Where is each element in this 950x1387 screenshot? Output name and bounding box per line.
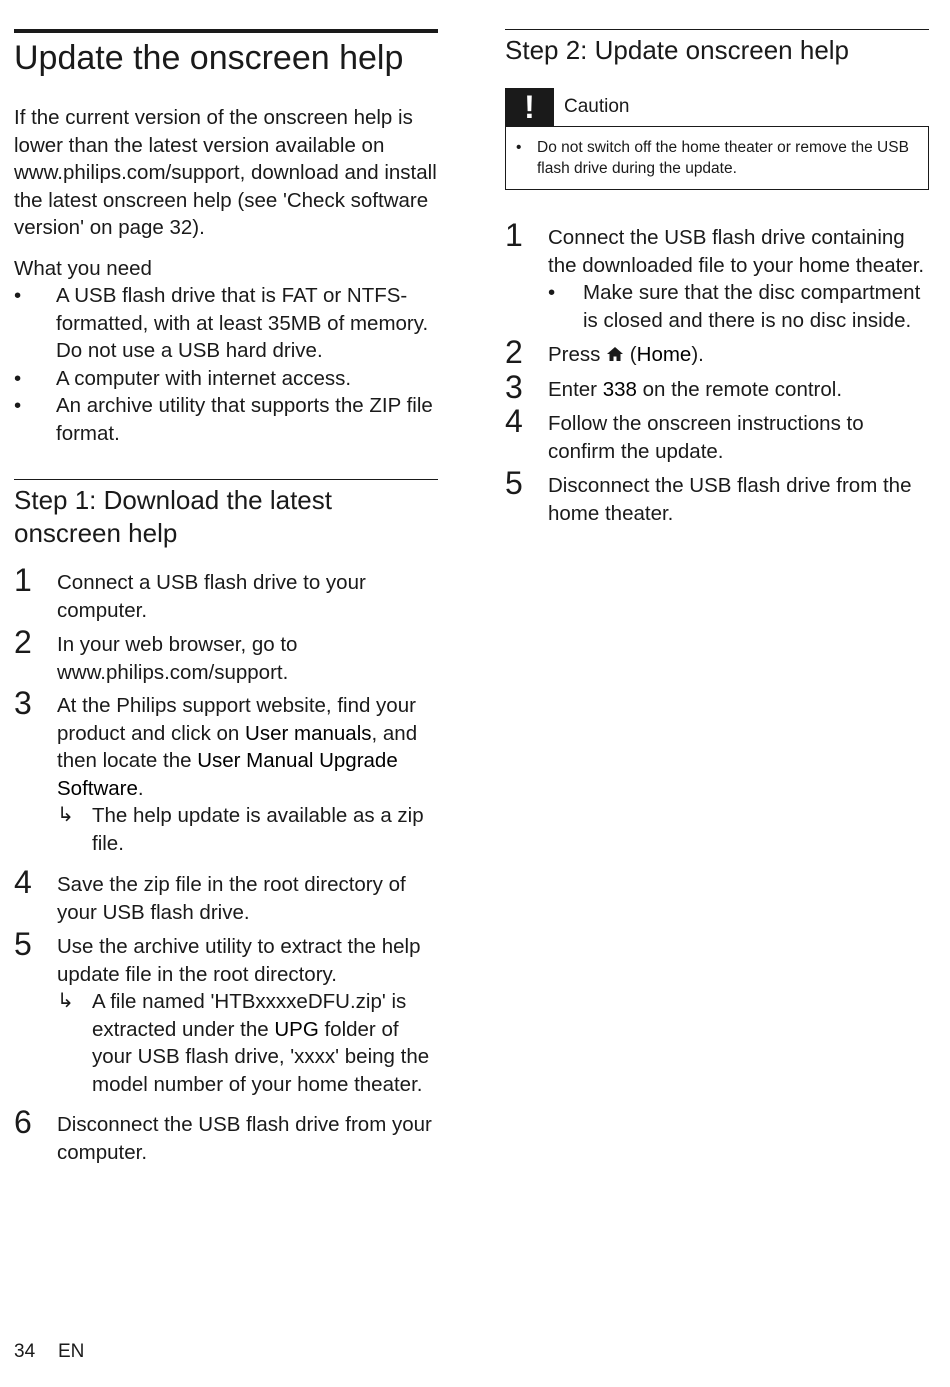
step2-item-5 [505, 465, 929, 527]
step-text [548, 341, 929, 370]
bullet-icon: • [516, 139, 522, 156]
step-number: 5 [505, 465, 523, 501]
step-number: 1 [14, 562, 32, 598]
step-text: Disconnect the USB flash drive from the home theater. [548, 474, 912, 525]
step1-item-5 [14, 926, 438, 1098]
list-item-text: A computer with internet access. [56, 366, 352, 390]
bullet-icon: • [14, 394, 22, 417]
step-text: Save the zip file in the root directory of your USB flash drive. [57, 873, 406, 924]
step-text [57, 692, 438, 802]
result-text: folder of your USB flash drive, 'xxxx' being the model number of your home theater. [92, 1017, 430, 1096]
subitem-text: Make sure that the disc compartment is closed and there is no disc inside. [583, 281, 921, 332]
step-number: 6 [14, 1104, 32, 1140]
step2-item-3 [505, 369, 929, 405]
list-item [14, 282, 438, 365]
page-footer [14, 1340, 84, 1364]
step-text-part: . [137, 776, 144, 800]
page-number: 34 [14, 1341, 36, 1362]
list-item-text: A USB flash drive that is FAT or NTFS-formatted, with at least 35MB of memory. Do not use a USB hard drive. [56, 284, 429, 362]
what-you-need-heading: What you need [14, 257, 152, 280]
step-number: 4 [505, 403, 523, 439]
caution-body [505, 126, 929, 190]
step-text-part: Press [548, 343, 607, 366]
intro-paragraph: If the current version of the onscreen help is lower than the latest version available on www.philips.com/support, download and install the latest onscreen help (see 'Check software version' on page 32). [14, 106, 437, 239]
result-text: A file named 'HTBxxxxeDFU.zip' is extracted under the [92, 990, 407, 1041]
step2-title: Step 2: Update onscreen help [505, 35, 850, 65]
step-text: Use the archive utility to extract the help update file in the root directory. [57, 935, 421, 986]
bullet-icon: • [14, 366, 22, 390]
step-number: 1 [505, 217, 523, 253]
step2-item-4 [505, 403, 929, 465]
ui-term-upgrade-software: User Manual Upgrade Software [57, 749, 398, 800]
step-text: In your web browser, go to www.philips.com/support. [57, 633, 298, 684]
step2-item-1 [505, 217, 929, 334]
step1-item-3 [14, 685, 438, 857]
result-arrow-icon: ↳ [57, 990, 74, 1012]
step-text-part: At the Philips support website, find your product and click on [57, 694, 416, 745]
step-subitem [548, 279, 929, 334]
exclamation-icon: ! [505, 88, 554, 126]
step-text-part: ). [691, 343, 704, 366]
step1-rule [14, 479, 438, 480]
step-number: 4 [14, 864, 32, 900]
step-number: 2 [505, 334, 523, 370]
language-code: EN [58, 1341, 85, 1362]
title-rule [14, 29, 438, 33]
home-icon [606, 342, 624, 370]
step2-item-2 [505, 334, 929, 370]
step-number: 5 [14, 926, 32, 962]
caution-header [505, 88, 929, 126]
step-number: 2 [14, 624, 32, 660]
caution-item [516, 137, 927, 179]
list-item [14, 392, 438, 447]
step-number: 3 [505, 369, 523, 405]
step-text: Follow the onscreen instructions to confirm the update. [548, 412, 864, 463]
page-title: Update the onscreen help [14, 39, 404, 77]
list-item [14, 365, 438, 393]
ui-term-home: Home [636, 343, 692, 366]
step-result [57, 988, 438, 1098]
caution-label: Caution [564, 96, 630, 117]
step2-rule [505, 29, 929, 30]
bullet-icon: • [14, 284, 22, 307]
step-text: Disconnect the USB flash drive from your computer. [57, 1113, 432, 1164]
step-text: Connect the USB flash drive containing the downloaded file to your home theater. [548, 226, 925, 277]
step1-title: Step 1: Download the latest onscreen help [14, 485, 332, 548]
ui-term-338: 338 [602, 378, 637, 401]
step-result [57, 802, 438, 857]
step1-item-6 [14, 1104, 438, 1166]
caution-box [505, 88, 929, 189]
step-text-part: , and then locate the [57, 721, 418, 772]
caution-text: Do not switch off the home theater or remove the USB flash drive during the update. [537, 139, 909, 177]
what-you-need-list [14, 282, 438, 447]
step-text [548, 376, 929, 404]
step-text: Connect a USB flash drive to your computer. [57, 571, 366, 622]
step-text-part: Enter [548, 378, 603, 401]
step1-item-4 [14, 864, 438, 926]
ui-term-upg: UPG [274, 1017, 319, 1041]
step1-item-1 [14, 562, 438, 624]
bullet-icon: • [548, 281, 556, 304]
result-arrow-icon: ↳ [57, 804, 74, 826]
step-number: 3 [14, 685, 32, 721]
list-item-text: An archive utility that supports the ZIP file format. [56, 394, 433, 445]
result-text: The help update is available as a zip file. [92, 804, 424, 855]
step-text-part: ( [624, 343, 637, 366]
ui-term-user-manuals: User manuals [245, 721, 372, 745]
step-text-part: on the remote control. [636, 378, 843, 401]
step1-item-2 [14, 624, 438, 686]
